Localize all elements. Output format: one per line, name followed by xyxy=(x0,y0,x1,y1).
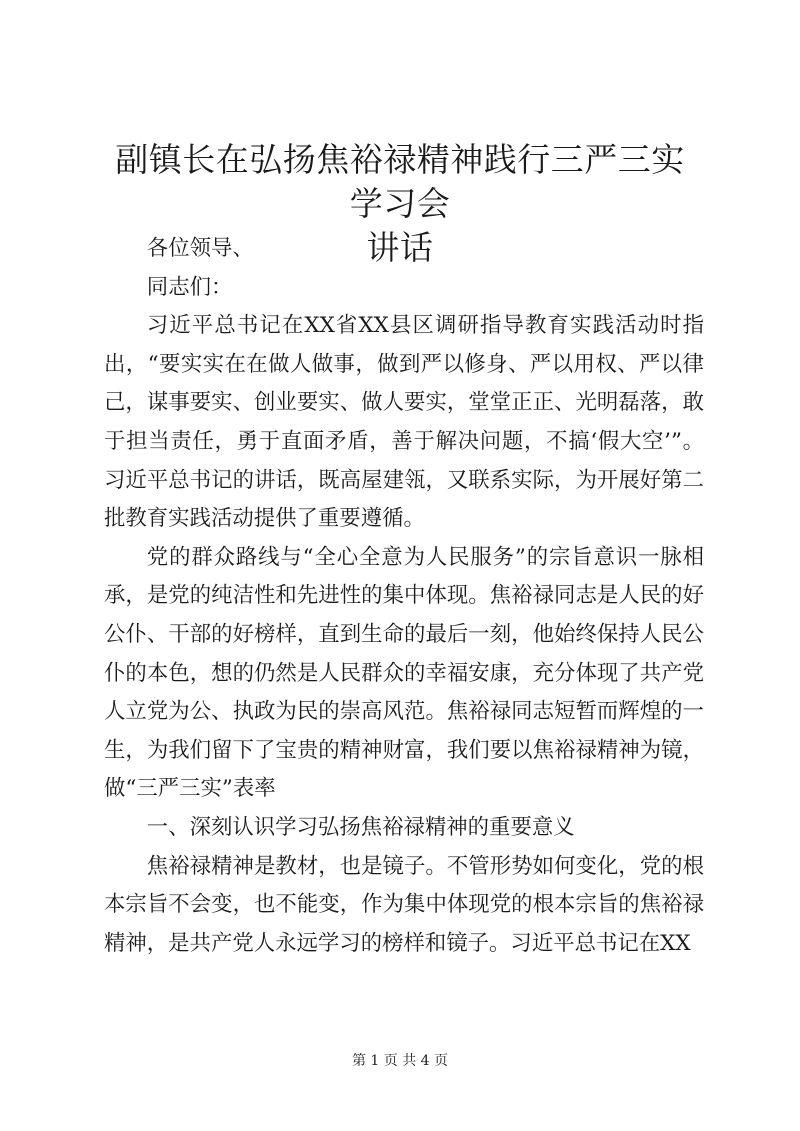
body-paragraph: 焦裕禄精神是教材，也是镜子。不管形势如何变化，党的根本宗旨不会变，也不能变，作为集中体现党的根本宗旨的焦裕禄精神，是共产党人永远学习的榜样和镜子。习近平总书记在XX xyxy=(104,853,704,956)
salutation-line-2: 同志们： xyxy=(146,274,233,300)
title-line-2: 讲话 xyxy=(366,228,434,267)
page-footer xyxy=(0,1052,800,1070)
page-number: 第 1 页 共 4 页 xyxy=(351,1053,449,1069)
title-line-1: 副镇长在弘扬焦裕禄精神践行三严三实学习会 xyxy=(115,140,685,223)
document-body xyxy=(104,230,704,963)
section-heading: 一、深刻认识学习弘扬焦裕禄精神的重要意义 xyxy=(146,814,575,840)
salutation-line-1: 各位领导、 xyxy=(146,236,254,261)
body-paragraph: 党的群众路线与“全心全意为人民服务”的宗旨意识一脉相承，是党的纯洁性和先进性的集中体现。焦裕禄同志是人民的好公仆、干部的好榜样，直到生命的最后一刻，他始终保持人民公仆的本色，想的仍然是人民群众的幸福安康，充分体现了共产党人立党为公、执政为民的崇高风范。焦裕禄同志短暂而辉煌的一生，为我们留下了宝贵的精神财富，我们要以焦裕禄精神为镜，做“三严三实”表率 xyxy=(104,544,704,802)
body-paragraph: 习近平总书记在XX省XX县区调研指导教育实践活动时指出，“要实实在在做人做事，做到严以修身、严以用权、严以律己，谋事要实、创业要实、做人要实，堂堂正正、光明磊落，敢于担当责任，勇于直面矛盾，善于解决问题，不搞‘假大空’”。习近平总书记的讲话，既高屋建瓴，又联系实际，为开展好第二批教育实践活动提供了重要遵循。 xyxy=(104,313,704,532)
